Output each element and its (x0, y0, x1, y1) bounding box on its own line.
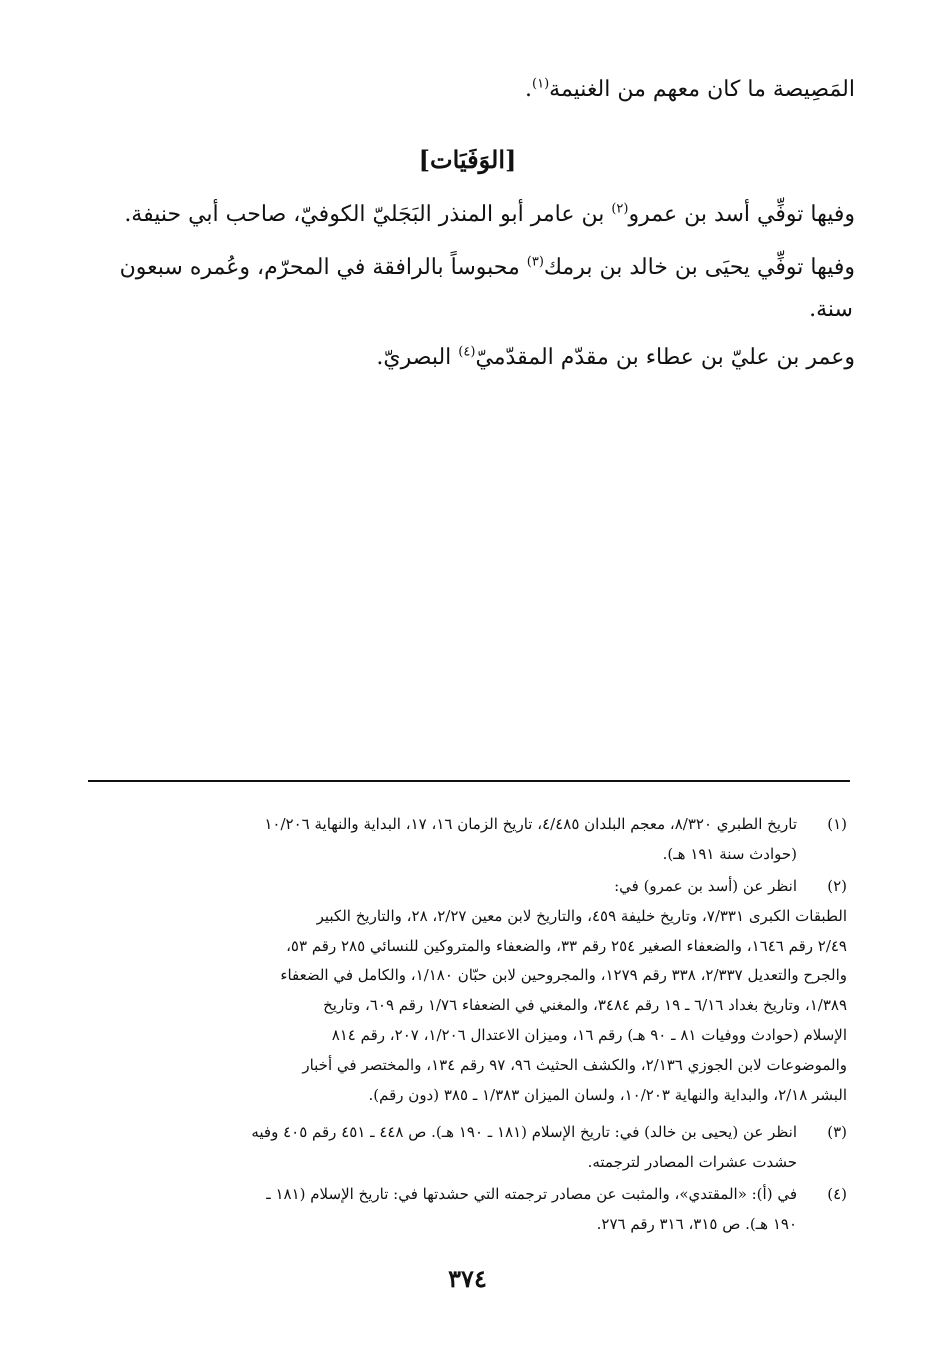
body-text: البصريّ. (376, 345, 452, 370)
footnote-4-line-2: ١٩٠ هـ). ص ٣١٥، ٣١٦ رقم ٢٧٦. (596, 1215, 797, 1233)
footnote-ref-2: (٢) (611, 201, 629, 217)
body-line-4: سنة. (809, 297, 853, 322)
footnote-2-line-6: الإسلام (حوادث ووفيات ٨١ ـ ٩٠ هـ) رقم ١٦، وميزان الاعتدال ١/٢٠٦، ٢٠٧، رقم ٨١٤ (331, 1026, 847, 1044)
footnote-2-line-2: الطبقات الكبرى ٧/٣٣١، وتاريخ خليفة ٤٥٩، والتاريخ لابن معين ٢/٢٧، ٢٨، والتاريخ الكبير (316, 907, 847, 925)
footnote-number-2: (٢) (827, 877, 847, 895)
body-line-2 (124, 200, 855, 230)
body-line-1 (525, 75, 855, 105)
body-text: بن عامر أبو المنذر البَجَليّ الكوفيّ، صاحب أبي حنيفة. (124, 202, 605, 227)
footnote-ref-4: (٤) (458, 344, 476, 360)
body-line-3 (120, 253, 855, 283)
footnote-1-line-2: (حوادث سنة ١٩١ هـ). (662, 845, 797, 863)
footnote-divider (88, 780, 850, 782)
body-text: محبوساً بالرافقة في المحرّم، وعُمره سبعون (119, 255, 520, 280)
footnote-2-line-3: ٢/٤٩ رقم ١٦٤٦، والضعفاء الصغير ٢٥٤ رقم ٣٣، والضعفاء والمتروكين للنسائي ٢٨٥ رقم ٥٣، (286, 937, 847, 955)
body-text: . (525, 77, 533, 102)
footnote-number-1: (١) (827, 815, 847, 833)
page-number: ٣٧٤ (448, 1264, 487, 1293)
body-text: المَصِيصة ما كان معهم من الغنيمة (549, 77, 855, 102)
body-line-5 (376, 343, 855, 373)
section-heading: [الوَفَيَات] (418, 145, 517, 174)
footnote-2-line-7: والموضوعات لابن الجوزي ٢/١٣٦، والكشف الحثيث ٩٦، ٩٧ رقم ١٣٤، والمختصر في أخبار (302, 1056, 847, 1074)
footnote-4-line-1: في (أ): «المقتدي»، والمثبت عن مصادر ترجمته التي حشدتها في: تاريخ الإسلام (١٨١ ـ (266, 1185, 797, 1203)
footnote-number-4: (٤) (827, 1185, 847, 1203)
footnote-2-line-5: ١/٣٨٩، وتاريخ بغداد ٦/١٦ ـ ١٩ رقم ٣٤٨٤، والمغني في الضعفاء ١/٧٦ رقم ٦٠٩، وتاريخ (323, 996, 847, 1014)
footnote-1-line-1: تاريخ الطبري ٨/٣٢٠، معجم البلدان ٤/٤٨٥، تاريخ الزمان ١٦، ١٧، البداية والنهاية ١٠/٢٠٦ (264, 815, 797, 833)
body-text: وعمر بن عليّ بن عطاء بن مقدّم المقدّميّ (475, 345, 855, 370)
footnote-2-line-1: انظر عن (أسد بن عمرو) في: (614, 877, 797, 895)
footnote-3-line-2: حشدت عشرات المصادر لترجمته. (587, 1153, 797, 1171)
footnote-3-line-1: انظر عن (يحيى بن خالد) في: تاريخ الإسلام (١٨١ ـ ١٩٠ هـ). ص ٤٤٨ ـ ٤٥١ رقم ٤٠٥ وفيه (251, 1123, 797, 1141)
body-text: وفيها توفِّي أسد بن عمرو (628, 202, 855, 227)
footnote-ref-1: (١) (532, 76, 550, 92)
footnote-2-line-4: والجرح والتعديل ٢/٣٣٧، ٣٣٨ رقم ١٢٧٩، والمجروحين لابن حبّان ١/١٨٠، والكامل في الضعفاء (280, 966, 847, 984)
body-text: وفيها توفِّي يحيَى بن خالد بن برمك (543, 255, 855, 280)
footnote-2-line-8: البشر ٢/١٨، والبداية والنهاية ١٠/٢٠٣، ولسان الميزان ١/٣٨٣ ـ ٣٨٥ (دون رقم). (368, 1086, 847, 1104)
footnote-number-3: (٣) (827, 1123, 847, 1141)
footnote-ref-3: (٣) (526, 254, 544, 270)
